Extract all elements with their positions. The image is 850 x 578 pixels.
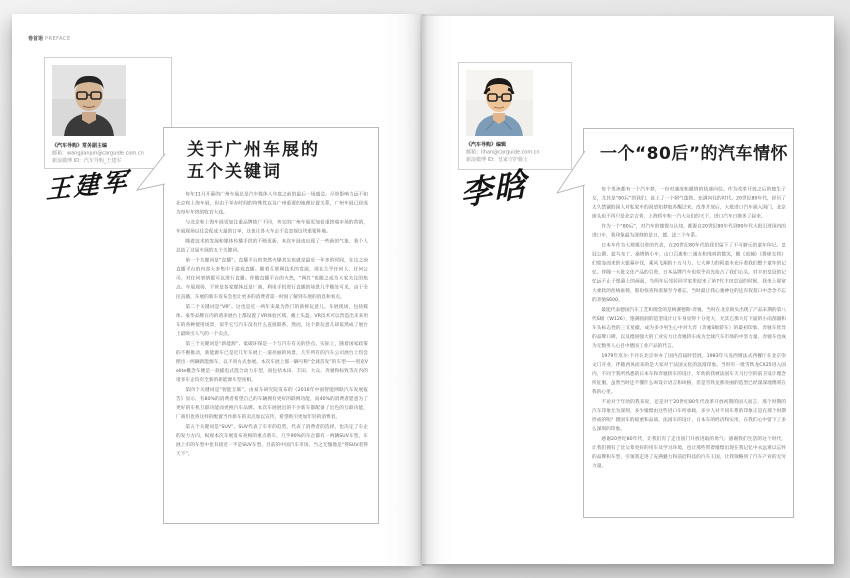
editor-photo-card <box>458 62 572 170</box>
body-paragraph: 第一个关键词是“直播”。直播平台的突然火爆其实也就是最近一年多的时间，在这之前直播平台的内容大多集中于游戏直播。随着互联网技术的发展，现在几乎任何人、任何公司，对任何事情都可以进行直播。伴随直播平台的火热，“网红”也随之成为大家关注的焦点。车展现场，不管是各家媒体还是厂商，利用手机进行直播的场景几乎随处可见，由于全民直播，车展的新车发布会也让更多的消费者第一时间了解到车展的消息和看点。 <box>176 257 368 300</box>
person-portrait-color-icon <box>466 70 533 136</box>
article-title <box>187 139 378 184</box>
speech-bubble-tail-icon <box>556 151 586 195</box>
editor-weibo-id: 新浪微博 ID：皇家守护骑士 <box>466 157 528 163</box>
article-title-line1: 关于广州车展的 <box>187 140 320 160</box>
editor-role: 《汽车导购》编辑 <box>466 142 506 148</box>
body-paragraph: 感谢20世纪80年代，让我们有了走出国门开放进取的勇气；感谢我们生活的这个时代，让我们拥有了比父辈更好的用车及学习环境，也让那些带着憧憬出现在我记忆中永远难以忘怀的品牌和车型，引领我走进了充满魅力和前沿科技的汽车王国，让我领略到了汽车产业的无穷力量。 <box>592 436 786 469</box>
left-page-folio <box>28 35 113 47</box>
editor-weibo-id: 新浪微博 ID：汽车导购_王建军 <box>52 158 122 164</box>
folio-section-cn: 卷首语 <box>28 36 43 42</box>
article-title-line2: 五个关键词 <box>187 162 282 183</box>
editor-photo <box>52 65 126 136</box>
article-bubble <box>583 128 794 518</box>
editor-role: 《汽车导购》常务副主编 <box>52 143 107 149</box>
body-paragraph: 作为一个“80后”，对汽车的憧憬与认知，都源自20世纪80年代到90年代大批引进国内的进口车，我印象最为深刻的是日、德、法三个车系。 <box>592 223 786 239</box>
body-paragraph: 每年11月开幕的广州车展总是汽车媒体人年底之前的最后一场盛会。尽管影响力远不如北京和上海车展，但由于举办时间的特殊性以及广州重要的地理位置关系，广州车展已经成为每年年终的收官大戏。 <box>176 191 368 216</box>
left-page <box>12 14 422 566</box>
article-body <box>592 185 786 510</box>
body-paragraph: 最能代表德国汽车工艺和理念的是梅赛德斯-奔驰。当时在北京街头出现了产品末期的第八代S级（W126），饱满圆润的造型设计让车身显得十分宽大，尤其它那大灯下面的小雨刮器和车头标志性的三叉星徽，成为多少男生心中对大奔（奔驰S级轿车）的最初印象。奔驰车优异的品牌口碑，以及德国强大的工业实力让奔驰轿车成为全球汽车市场的中坚力量，奔驰车也成为无数男人心目中德国工业产品的代言。 <box>592 306 786 349</box>
body-paragraph: 不论对于年幼的我来说，还是对于20世纪80年代改革开放初期的国人而言，那个时期的汽车印象尤为深刻，多少憧憬由这些进口车所承载，多少人对不同车系的印象正是在那个时期形成的呢？德国车的稳重和品质、法国车的设计、日本车的经济和实用，在我们心中留下了多么深刻的印象。 <box>592 399 786 432</box>
right-page <box>422 16 834 564</box>
person-portrait-bw-icon <box>52 65 126 136</box>
editor-email: 邮箱：wangjianjun@carguide.com.cn <box>52 150 144 156</box>
editor-email: 邮箱：lihan@carguide.com.cn <box>466 149 540 155</box>
body-paragraph: 第三个关键词是“新能源”。低碳环保是一个与汽车有关的热点。实际上，随着国家政策的不断推动，新能源车已是近几年车展上一道亮丽的风景，几乎所有的汽车公司展台上均会摆出一两辆新能源车，以不同方式参展。本次车展上那一辆号称“全球首发”的车型——别克Velite概念车便是一款插电式混合动力车型，而包括本田、丰田、大众、奔驰和标致等在内的诸多车企均有全新的新能源车型亮相。 <box>176 340 368 383</box>
speech-bubble-tail-icon <box>136 154 166 192</box>
body-paragraph: 日本车作为大规模引进的代表，在20世纪80年代给我们留下了不可磨灭的童年印记。皇冠公爵、蓝鸟布丁、桑塔纳小车，山口百惠和三浦友和纯真的微笑，随《追捕》《排球女将》们席卷而来的大银幕步伐，乘风飞翔的十万马力、七大神力的阿童木充斥着我们整个童年的记忆。伴随一大批文化产品的引进，日本品牌汽车也似乎首先抢占了我们心头。对丰田皇冠的记忆远不止于银幕上的画面，当两年后邻居同学家里迎来了第7代丰田皇冠的时候，我坐上那宽大柔软的丝绒座椅，那份惊喜和羡慕至今难忘，当时最让我心驰神往的还有叔叔口中念念不忘的奔驰S600。 <box>592 242 786 303</box>
editor-signature: 李晗 <box>459 164 529 214</box>
editor-photo-card <box>44 57 172 169</box>
body-paragraph: 与北京和上海车展更加注重品牌推广不同，务实的广州车展更加看重终端市场的营销，车展现场以往会促成大量的订单，这也让各大车企不会忽视这块重要阵地。 <box>176 219 368 235</box>
body-paragraph: 1979年皮尔·卡丹在北京举办了国内首届时装展，1983年马克西姆法式西餐厅在北京崇文门开业，伴随西风而来的是大家对于法国文化的浪漫印象。当时有一批雪铁龙CX25进入国内，不同于我所熟悉的日本车和奔驰轿车的设计，年幼的我被法国车天马行空的前卫设计理念所征服，虽然当时还不懂什么叫设计语言和风格，但是雪铁龙那亮丽的造型已经深深地镌刻在我的心里。 <box>592 352 786 395</box>
editor-signature: 王建军 <box>45 166 131 205</box>
article-title: 一个“80后”的汽车情怀 <box>600 144 789 164</box>
body-paragraph: 每个男孩都有一个汽车梦，一份对速度和激情的执迷向往。作为改革开放之后的独生子女，尤其是“80后”的我们，赶上了一个朝气蓬勃、充满向往的时代。20世纪80年代，经历了太久禁锢的国人对私家车的渴望如梦般苏醒过来。改革开放后，大批进口汽车涌入国门，北京街头也不再只是北京吉普、上海轿车和一汽大众们的天下，进口汽车日渐多了起来。 <box>592 186 786 220</box>
body-paragraph: 第五个关键词是“SUV”。SUV代表了车市的趋势，代表了消费者的选择，也决定了车企的发力方向。纵观本次车展发布亮相的重点新车，几乎90%的车企都有一两辆SUV车型，车展上市的车型中也有接近一半是SUV车型。目前的中国汽车市场，当之无愧地是“得SUV者得天下”。 <box>176 424 368 457</box>
editor-photo <box>466 70 533 136</box>
body-paragraph: 第四个关键词是“智能互联”。由易车研究院发布的《2016年中国智能网联汽车发展报告》显示，有80%的消费者希望自己的车辆拥有更好的联网功能，而40%的消费者愿意为了更好的车机互联功能而更换汽车品牌。本次车展展出的不少新车都配备了出色的互联功能，厂商们也将这样的配置当作新车的卖点加以宣传，希望吸引更加年轻的消费者。 <box>176 386 368 420</box>
article-body <box>176 190 368 515</box>
body-paragraph: 第二个关键词是“VR”。这也是近一两年来最为热门的新鲜玩意儿。车展现场，包括媒体、豪华品牌在内的诸多展台上都设置了VR体验区域。戴上头盔，VR技术可以营造出未来用车的各种使用场景，似乎它与汽车没有什么直接联系，然而，这个新玩意儿却依然成了展台上最吸引人气的一个卖点。 <box>176 303 368 337</box>
article-bubble <box>163 127 379 524</box>
body-paragraph: 随着技术的发展和媒体传播手段的不断更新，本次车展也出现了一些新的气象，我个人总结了这届车展的五个关键词。 <box>176 238 368 254</box>
folio-section-en: PREFACE <box>45 36 71 42</box>
